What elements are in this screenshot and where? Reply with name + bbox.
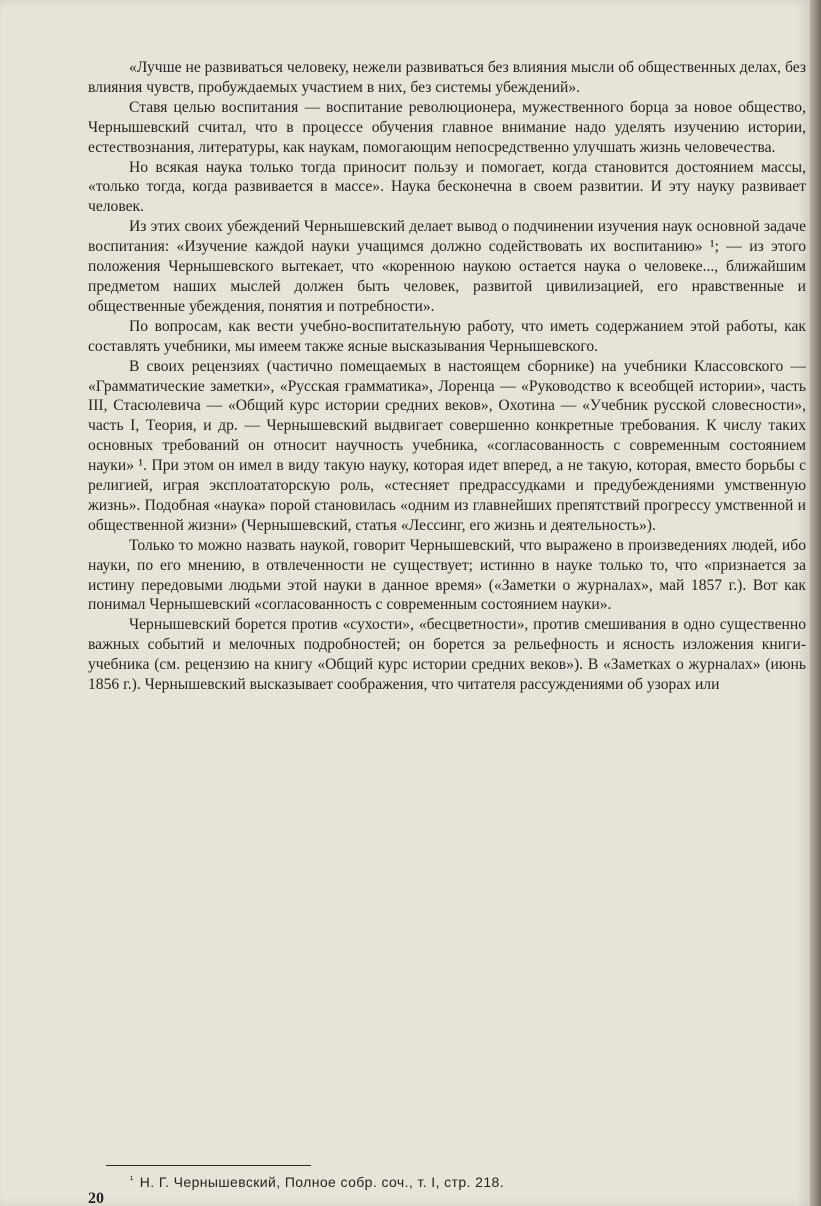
body-text bbox=[88, 58, 806, 695]
paragraph-4: Из этих своих убеждений Чернышевский делает вывод о подчинении изучения наук основной задаче воспитания: «Изучение каждой науки учащимся должно содействовать их воспитанию» ¹; — из этого положения Чернышевского вытекает, что «коренною наукою остается наука о человеке..., ближайшим предметом наших мыслей должен быть человек, развитой цивилизацией, его нравственные и общественные убеждения, понятия и потребности». bbox=[88, 218, 806, 315]
page-number: 20 bbox=[88, 1190, 104, 1206]
footnote-mark: ¹ bbox=[130, 1175, 134, 1186]
paragraph-1: «Лучше не развиваться человеку, нежели развиваться без влияния мысли об общественных делах, без влияния чувств, пробуждаемых участием в них, без системы убеждений». bbox=[88, 59, 806, 96]
paragraph-2: Ставя целью воспитания — воспитание революционера, мужественного борца за новое общество, Чернышевский считал, что в процессе обучения главное внимание надо уделять изучению истории, естествознания, литературы, как наукам, помогающим непосредственно улучшать жизнь человечества. bbox=[88, 98, 806, 156]
paragraph-5: По вопросам, как вести учебно-воспитательную работу, что иметь содержанием этой работы, как составлять учебники, мы имеем также ясные высказывания Чернышевского. bbox=[88, 317, 806, 355]
book-spine-edge bbox=[810, 0, 821, 1206]
paragraph-8: Чернышевский борется против «сухости», «бесцветности», против смешивания в одно существенно важных событий и мелочных подробностей; он борется за рельефность и ясность изложения книги-учебника (см. рецензию на книгу «Общий курс истории средних веков»). В «Заметках о журналах» (июнь 1856 г.). Чернышевский высказывает соображения, что читателя рассуждениями об узорах или bbox=[88, 616, 806, 694]
paragraph-7: Только то можно назвать наукой, говорит Чернышевский, что выражено в произведениях людей, ибо науки, по его мнению, в отвлеченности не существует; истинно в науке только то, что «признается за истину передовыми людьми этой науки в данное время» («Заметки о журналах», май 1857 г.). Вот как понимал Чернышевский «согласованность с современным состоянием науки». bbox=[88, 536, 806, 614]
footnote-divider bbox=[106, 1165, 311, 1166]
paragraph-3: Но всякая наука только тогда приносит пользу и помогает, когда становится достоянием массы, «только тогда, когда развивается в массе». Наука бесконечна в своем развитии. И эту науку развивает человек. bbox=[88, 158, 806, 216]
footnote-text: Н. Г. Чернышевский, Полное собр. соч., т. I, стр. 218. bbox=[139, 1174, 504, 1190]
footnote bbox=[130, 1174, 504, 1190]
paragraph-6: В своих рецензиях (частично помещаемых в настоящем сборнике) на учебники Классовского — «Грамматические заметки», «Русская грамматика», Лоренца — «Руководство к всеобщей истории», часть III, Стасюлевича — «Общий курс истории средних веков», Охотина — «Учебник русской словесности», часть I, Теория, и др. — Чернышевский выдвигает совершенно конкретные требования. К числу таких основных требований он относит научность учебника, «согласованность с современным состоянием науки» ¹. При этом он имел в виду такую науку, которая идет вперед, а не такую, которая, вместо борьбы с религией, играя эксплоататорскую роль, «стесняет предрассудками и предубеждениями умственную жизнь». Подобная «наука» порой становилась «одним из главнейших препятствий прогрессу умственной и общественной жизни» (Чернышевский, статья «Лессинг, его жизнь и деятельность»). bbox=[88, 357, 806, 534]
